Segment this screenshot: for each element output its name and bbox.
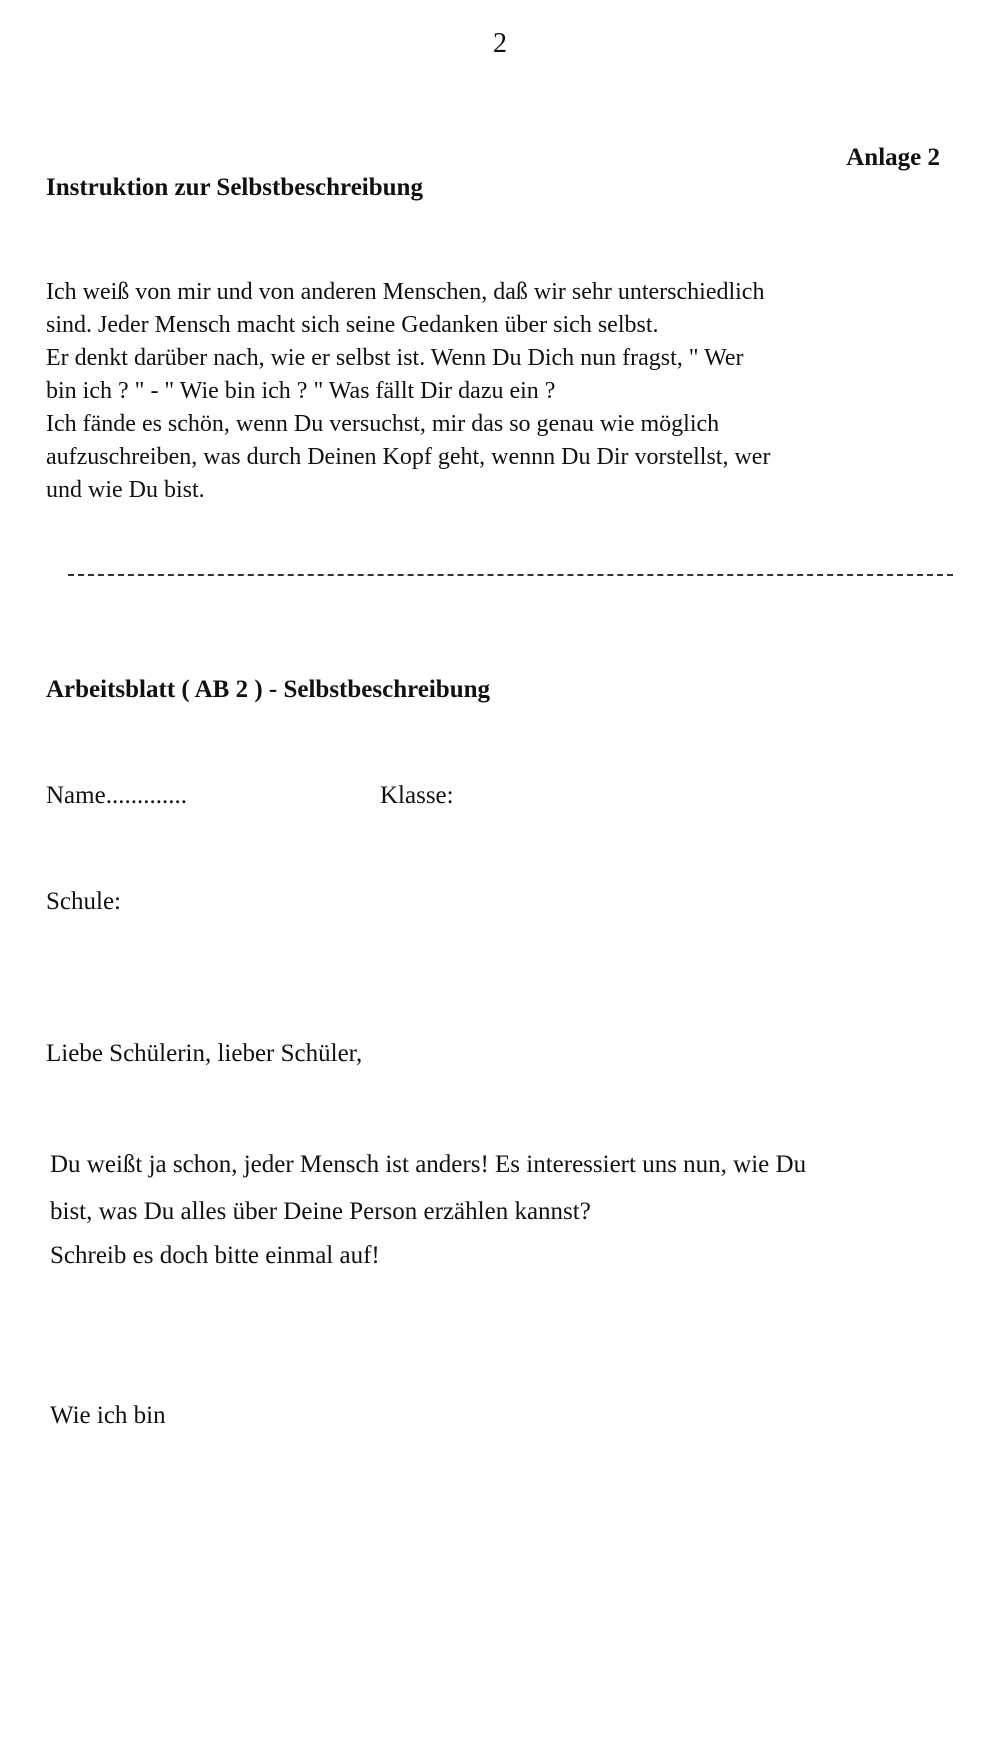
worksheet-line: bist, was Du alles über Deine Person erzählen kannst?	[50, 1198, 591, 1225]
worksheet-instructions	[50, 1140, 950, 1278]
instruction-line: aufzuschreiben, was durch Deinen Kopf geht, wennn Du Dir vorstellst, wer	[46, 444, 771, 470]
instruction-line: Er denkt darüber nach, wie er selbst ist. Wenn Du Dich nun fragst, " Wer	[46, 345, 744, 371]
page-number: 2	[493, 28, 507, 59]
appendix-label: Anlage 2	[846, 144, 940, 171]
class-field-label: Klasse:	[380, 782, 454, 809]
instruction-line: und wie Du bist.	[46, 477, 205, 503]
instruction-title: Instruktion zur Selbstbeschreibung	[46, 174, 423, 201]
school-field-label: Schule:	[46, 888, 121, 915]
worksheet-title: Arbeitsblatt ( AB 2 ) - Selbstbeschreibung	[46, 676, 491, 703]
worksheet-line: Schreib es doch bitte einmal auf!	[50, 1242, 380, 1269]
instruction-line: bin ich ? " - " Wie bin ich ? " Was fällt Dir dazu ein ?	[46, 378, 556, 404]
writing-prompt: Wie ich bin	[50, 1402, 166, 1429]
instruction-line: Ich weiß von mir und von anderen Menschen, daß wir sehr unterschiedlich	[46, 279, 765, 305]
instruction-line: sind. Jeder Mensch macht sich seine Gedanken über sich selbst.	[46, 312, 659, 338]
cut-line-divider	[68, 574, 953, 576]
instruction-paragraph	[46, 276, 946, 507]
worksheet-line: Du weißt ja schon, jeder Mensch ist anders! Es interessiert uns nun, wie Du	[50, 1151, 807, 1178]
name-field-label: Name.............	[46, 782, 187, 809]
greeting: Liebe Schülerin, lieber Schüler,	[46, 1040, 363, 1067]
instruction-line: Ich fände es schön, wenn Du versuchst, mir das so genau wie möglich	[46, 411, 720, 437]
